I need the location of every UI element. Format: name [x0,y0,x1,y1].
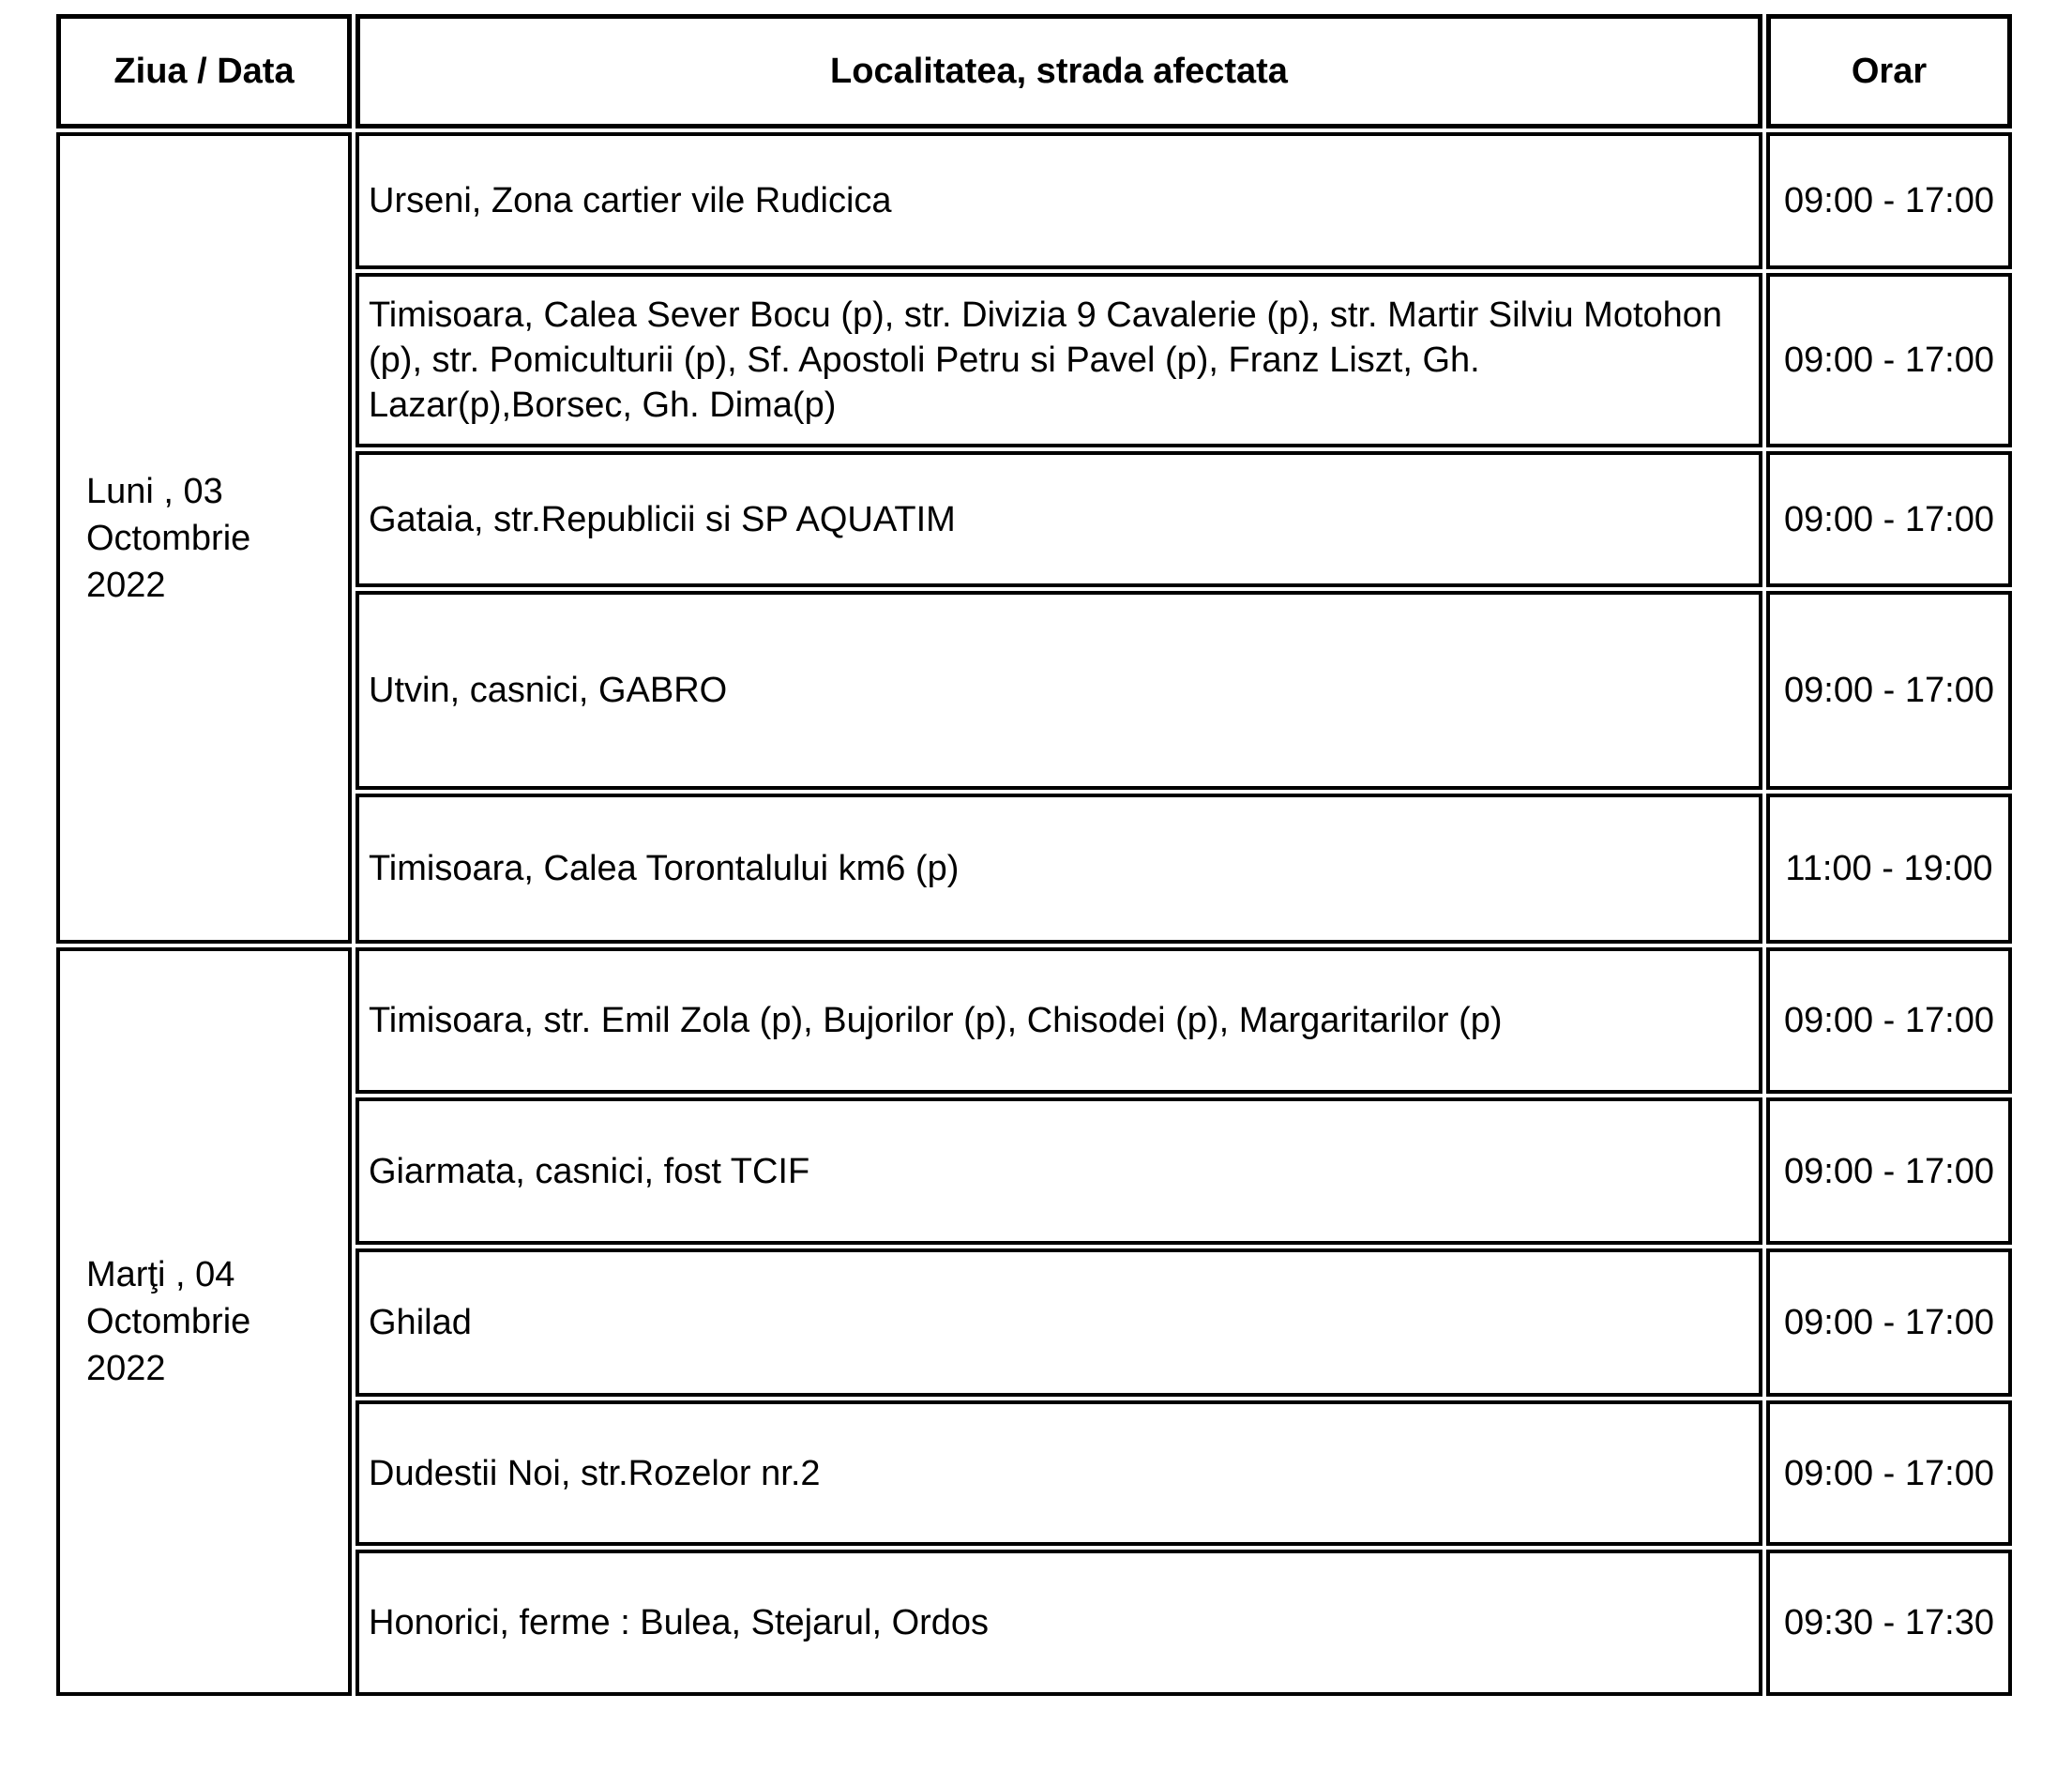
location-cell: Giarmata, casnici, fost TCIF [355,1097,1762,1245]
location-cell: Timisoara, Calea Torontalului km6 (p) [355,794,1762,944]
location-cell: Ghilad [355,1248,1762,1397]
location-cell: Urseni, Zona cartier vile Rudicica [355,132,1762,269]
header-row [56,14,2012,129]
table-row [56,947,2012,1094]
header-location-column: Localitatea, strada afectata [355,14,1762,129]
schedule-cell: 09:00 - 17:00 [1766,1400,2012,1546]
location-cell: Honorici, ferme : Bulea, Stejarul, Ordos [355,1550,1762,1696]
location-cell: Gataia, str.Republicii si SP AQUATIM [355,451,1762,587]
schedule-cell: 09:00 - 17:00 [1766,273,2012,447]
location-cell: Dudestii Noi, str.Rozelor nr.2 [355,1400,1762,1546]
location-cell: Utvin, casnici, GABRO [355,591,1762,790]
schedule-cell: 09:00 - 17:00 [1766,947,2012,1094]
outage-schedule-table [53,10,2016,1700]
table-row [56,132,2012,269]
day-cell-tuesday-04-october: Marţi , 04 Octombrie 2022 [56,947,352,1696]
header-schedule-column: Orar [1766,14,2012,129]
location-cell: Timisoara, str. Emil Zola (p), Bujorilor (p), Chisodei (p), Margaritarilor (p) [355,947,1762,1094]
schedule-cell: 11:00 - 19:00 [1766,794,2012,944]
schedule-cell: 09:00 - 17:00 [1766,591,2012,790]
schedule-cell: 09:00 - 17:00 [1766,1097,2012,1245]
location-cell: Timisoara, Calea Sever Bocu (p), str. Divizia 9 Cavalerie (p), str. Martir Silviu Motohon (p), str. Pomiculturii (p), Sf. Apostoli Petru si Pavel (p), Franz Liszt, Gh. Lazar(p),Borsec, Gh. Dima(p) [355,273,1762,447]
schedule-cell: 09:00 - 17:00 [1766,132,2012,269]
header-day-column: Ziua / Data [56,14,352,129]
schedule-cell: 09:00 - 17:00 [1766,1248,2012,1397]
schedule-cell: 09:30 - 17:30 [1766,1550,2012,1696]
day-cell-monday-03-october: Luni , 03 Octombrie 2022 [56,132,352,944]
schedule-cell: 09:00 - 17:00 [1766,451,2012,587]
